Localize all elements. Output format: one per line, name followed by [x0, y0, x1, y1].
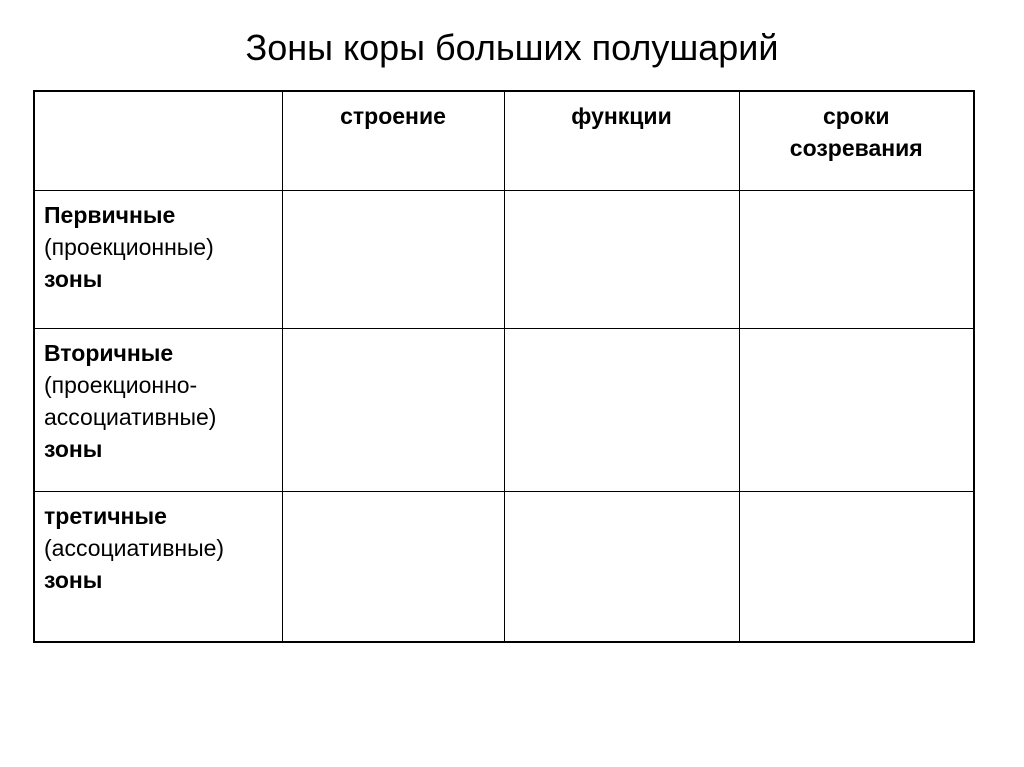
row-label-secondary	[34, 329, 282, 492]
row-desc-line: (проекционные)	[44, 234, 214, 260]
header-structure	[282, 91, 504, 191]
cell-secondary-maturation	[739, 329, 974, 492]
zones-table	[33, 90, 975, 643]
slide-title: Зоны коры больших полушарий	[245, 27, 779, 68]
cell-primary-structure	[282, 191, 504, 329]
header-empty-cell	[34, 91, 282, 191]
cell-tertiary-functions	[504, 492, 739, 643]
header-functions	[504, 91, 739, 191]
row-name: Первичные	[44, 202, 176, 228]
table-row-secondary	[34, 329, 974, 492]
row-label-primary	[34, 191, 282, 329]
header-structure-label: строение	[340, 103, 446, 129]
header-maturation-line2: созревания	[789, 135, 923, 161]
row-name: Вторичные	[44, 340, 174, 366]
row-desc-line: (ассоциативные)	[44, 535, 225, 561]
row-label-tertiary	[34, 492, 282, 643]
header-maturation-line1: сроки	[822, 103, 890, 129]
table-row-primary	[34, 191, 974, 329]
table-row-tertiary	[34, 492, 974, 643]
cell-tertiary-maturation	[739, 492, 974, 643]
header-functions-label: функции	[571, 103, 672, 129]
row-suffix: зоны	[44, 436, 103, 462]
cell-tertiary-structure	[282, 492, 504, 643]
row-suffix: зоны	[44, 266, 103, 292]
header-maturation	[739, 91, 974, 191]
cell-primary-maturation	[739, 191, 974, 329]
row-desc-line: (проекционно-	[44, 372, 198, 398]
cell-primary-functions	[504, 191, 739, 329]
cell-secondary-functions	[504, 329, 739, 492]
row-suffix: зоны	[44, 567, 103, 593]
row-name: третичные	[44, 503, 167, 529]
row-desc-line: ассоциативные)	[44, 404, 217, 430]
table-header-row	[34, 91, 974, 191]
cell-secondary-structure	[282, 329, 504, 492]
